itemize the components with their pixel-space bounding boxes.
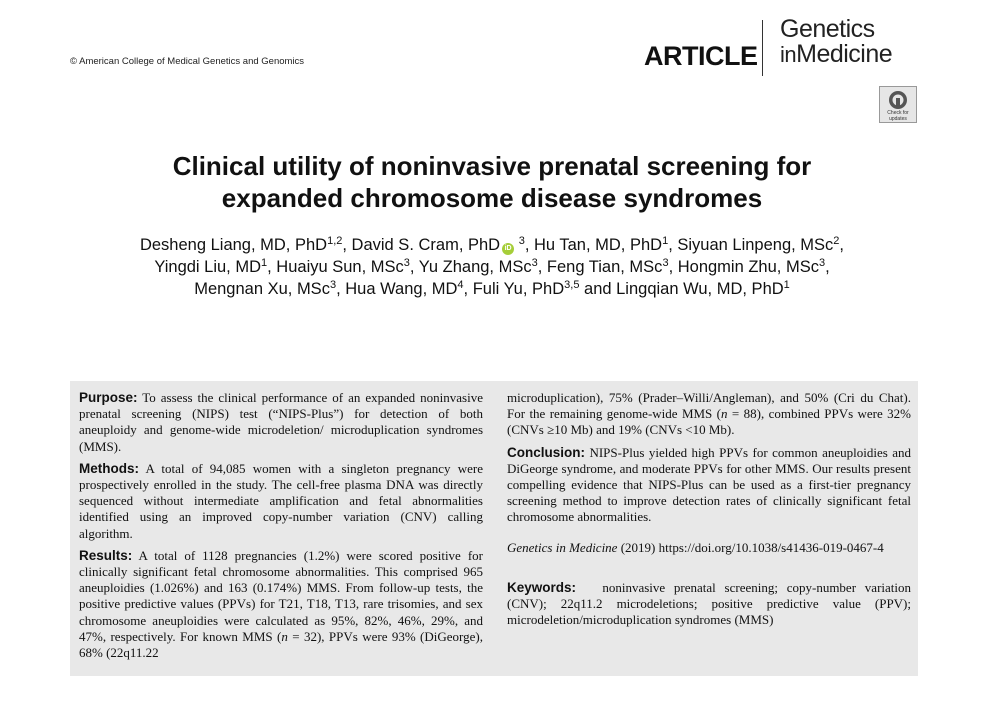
journal-logo-line2 [780,42,892,67]
abstract-column-left [79,390,483,667]
conclusion-heading: Conclusion: [507,444,585,460]
copyright-notice: © American College of Medical Genetics and Genomics [70,56,305,67]
check-updates-label-1: Check for [887,110,909,116]
keywords-section [507,580,911,629]
author-affiliation-number: 3 [662,257,669,269]
author-name: Mengnan Xu, MSc [194,280,330,298]
author-line-1 [0,234,984,256]
journal-logo-medicine: Medicine [796,40,893,68]
abstract-column-right [507,390,911,634]
author-name: , Hongmin Zhu, MSc [668,258,819,276]
author-list [0,234,984,300]
author-affiliation-number: 1 [783,279,790,291]
results-text-tail: = 32), PPVs were 93% (DiGeorge), 68% (22q11.22 [79,628,483,661]
methods-section [79,461,483,542]
conclusion-section [507,445,911,526]
conclusion-text: NIPS-Plus yielded high PPVs for common aneuploidies and DiGeorge syndrome, and moderate PPVs for other MMS. Our results present compelling evidence that NIPS-Plus can be used as a first-tier pregnancy screening method to improve detection rates of clinically significant fetal chromosome abnormalities. [507,444,911,525]
author-name: , Huaiyu Sun, MSc [267,258,404,276]
orcid-icon[interactable]: iD [502,243,514,255]
author-name: , [839,236,845,254]
author-name: , Yu Zhang, MSc [409,258,532,276]
author-affiliation-number: 3 [518,235,525,247]
paper-title-line1: Clinical utility of noninvasive prenatal screening for [172,151,812,181]
author-name: , David S. Cram, PhD [342,236,501,254]
author-affiliation-number: 4 [457,279,464,291]
results-text: A total of 1128 pregnancies (1.2%) were scored positive for clinically significant fetal chromosome abnormalities. This comprised 965 aneuploidies (1.026%) and 163 (0.174%) MMS. From follow-up tests, the positive predictive values (PPVs) for T21, T18, T13, rare trisomies, and sex chromosome aneuploidies were calculated as 95%, 82%, 46%, 29%, and 47%, respectively. For known MMS ( [79,547,483,644]
author-affiliation-number: 2 [833,235,840,247]
results-heading: Results: [79,547,133,563]
author-name: , [825,258,830,276]
author-affiliation-number: 3 [531,257,538,269]
paper-title [0,150,984,214]
purpose-heading: Purpose: [79,390,138,405]
author-name: Desheng Liang, MD, PhD [139,236,328,254]
results-continued-text: microduplication), 75% (Prader–Willi/Angleman), and 50% (Cri du Chat). For the remaining genome-wide MMS ( [507,390,911,422]
results-continued-tail: = 88), combined PPVs were 32% (CNVs ≥10 Mb) and 19% (CNVs <10 Mb). [507,406,912,438]
methods-heading: Methods: [79,460,139,476]
author-name: , Feng Tian, MSc [537,258,663,276]
author-affiliation-number: 1 [662,235,669,247]
check-updates-icon [888,90,908,110]
author-name: , Hua Wang, MD [336,280,458,298]
journal-logo-line1: Genetics [780,15,875,43]
check-updates-label-2: updates [889,116,907,122]
article-type-label: ARTICLE [644,41,758,71]
author-line-2 [0,256,984,278]
keywords-text: noninvasive prenatal screening; copy-number variation (CNV); 22q11.2 microdeletions; positive predictive value (PPV); microdeletion/microduplication syndromes (MMS) [507,579,912,628]
citation-doi[interactable]: (2019) https://doi.org/10.1038/s41436-019-0467-4 [617,539,884,555]
purpose-section [79,390,483,455]
author-affiliation-number: 1 [261,257,268,269]
results-n-symbol: n [281,628,288,644]
purpose-text: To assess the clinical performance of an expanded noninvasive prenatal screening (NIPS) test (“NIPS-Plus”) for detection of both aneuploidy and genome-wide microdeletion/ microduplication syndromes (MMS). [79,390,483,454]
keywords-heading: Keywords: [507,579,577,595]
abstract-box [70,381,918,676]
citation-line [507,540,911,556]
results-continued [507,390,911,439]
methods-text: A total of 94,085 women with a singleton pregnancy were prospectively enrolled in the study. The cell-free plasma DNA was directly sequenced without intermediate amplification and fetal abnormalities identified using an improved copy-number variation (CNV) calling algorithm. [79,460,483,541]
author-name: , Fuli Yu, PhD [463,280,565,298]
check-for-updates-badge[interactable] [879,86,917,123]
author-line-3 [0,278,984,300]
author-name: Yingdi Liu, MD [154,258,262,276]
citation-journal: Genetics in Medicine [507,539,618,555]
journal-logo-in: in [780,42,797,67]
results-continued-n-symbol: n [721,406,728,422]
header-divider [762,20,763,76]
author-affiliation-number: 1,2 [327,235,343,247]
results-section [79,548,483,661]
author-affiliation-number: 3 [818,257,826,269]
author-name: and Lingqian Wu, MD, PhD [579,280,784,298]
author-name: , Siyuan Linpeng, MSc [668,236,834,254]
author-affiliation-number: 3,5 [564,279,580,291]
author-affiliation-number: 3 [329,279,337,291]
paper-title-line2: expanded chromosome disease syndromes [221,183,763,213]
author-affiliation-number: 3 [403,257,410,269]
journal-logo [780,17,892,67]
author-name: , Hu Tan, MD, PhD [524,236,663,254]
